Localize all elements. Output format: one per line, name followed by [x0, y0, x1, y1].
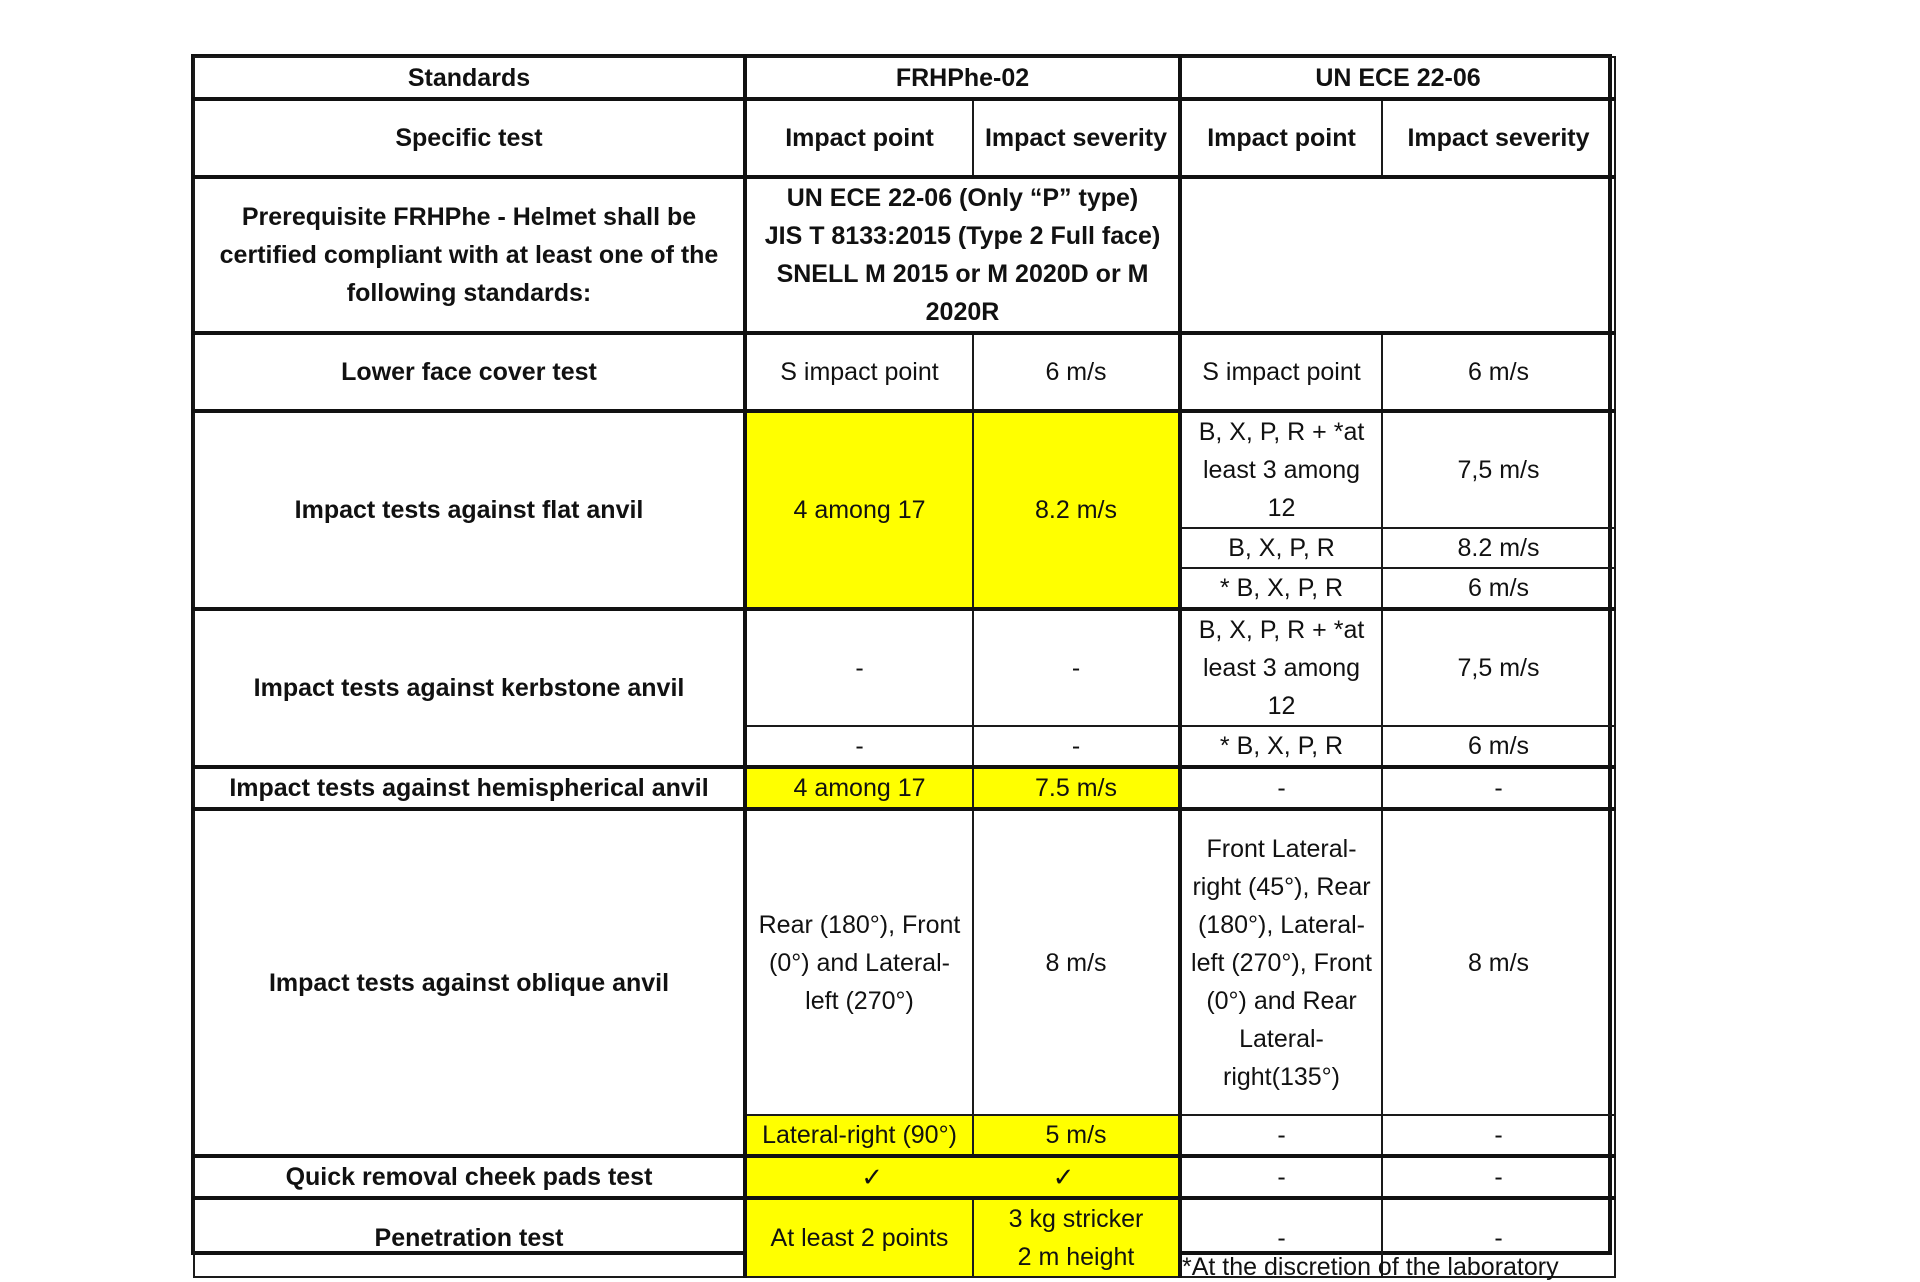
lower-face-frh-severity: 6 m/s	[973, 333, 1180, 411]
flat-anvil-label: Impact tests against flat anvil	[194, 411, 745, 609]
flat-anvil-ece-severity: 8.2 m/s	[1382, 528, 1615, 568]
prerequisite-label: Prerequisite FRHPhe - Helmet shall be certified compliant with at least one of the following standards:	[194, 177, 745, 333]
table-row-oblique-anvil	[194, 809, 1615, 1115]
oblique-ece-severity: 8 m/s	[1382, 809, 1615, 1115]
lower-face-label: Lower face cover test	[194, 333, 745, 411]
kerbstone-ece-point: B, X, P, R + *at least 3 among 12	[1180, 609, 1382, 726]
table-subheader-row	[194, 99, 1615, 177]
header-standards: Standards	[194, 57, 745, 99]
prerequisite-line-3: SNELL M 2015 or M 2020D or M 2020R	[776, 260, 1149, 326]
penetration-label: Penetration test	[194, 1198, 745, 1277]
hemispherical-frh-severity: 7.5 m/s	[973, 767, 1180, 809]
cheek-pads-frh-check: ✓	[745, 1156, 973, 1198]
table-row-hemispherical-anvil	[194, 767, 1615, 809]
prerequisite-line-2: JIS T 8133:2015 (Type 2 Full face)	[764, 222, 1161, 250]
table-row-lower-face	[194, 333, 1615, 411]
penetration-severity-line-2: 2 m height	[1017, 1243, 1135, 1271]
penetration-frh-severity	[973, 1198, 1180, 1277]
kerbstone-frh-point: -	[745, 609, 973, 726]
cheek-pads-label: Quick removal cheek pads test	[194, 1156, 745, 1198]
lower-face-ece-severity: 6 m/s	[1382, 333, 1615, 411]
oblique-frh-severity: 8 m/s	[973, 809, 1180, 1115]
lower-face-frh-point: S impact point	[745, 333, 973, 411]
penetration-severity-line-1: 3 kg stricker	[1008, 1205, 1144, 1233]
penetration-frh-point: At least 2 points	[745, 1198, 973, 1277]
hemispherical-ece-point: -	[1180, 767, 1382, 809]
oblique-ece-severity: -	[1382, 1115, 1615, 1156]
oblique-frh-severity: 5 m/s	[973, 1115, 1180, 1156]
standards-comparison-table	[193, 56, 1616, 1278]
subheader-frh-impact-severity: Impact severity	[973, 99, 1180, 177]
cheek-pads-ece-severity: -	[1382, 1156, 1615, 1198]
oblique-ece-point: Front Lateral-right (45°), Rear (180°), Lateral-left (270°), Front (0°) and Rear Lateral-right(135°)	[1180, 809, 1382, 1115]
flat-anvil-ece-point: B, X, P, R	[1180, 528, 1382, 568]
hemispherical-anvil-label: Impact tests against hemispherical anvil	[194, 767, 745, 809]
hemispherical-frh-point: 4 among 17	[745, 767, 973, 809]
kerbstone-ece-severity: 6 m/s	[1382, 726, 1615, 767]
kerbstone-anvil-label: Impact tests against kerbstone anvil	[194, 609, 745, 767]
table-row-kerbstone-anvil	[194, 609, 1615, 726]
kerbstone-frh-severity: -	[973, 609, 1180, 726]
header-frhphe: FRHPhe-02	[745, 57, 1180, 99]
subheader-ece-impact-point: Impact point	[1180, 99, 1382, 177]
header-unece: UN ECE 22-06	[1180, 57, 1615, 99]
flat-anvil-ece-point: B, X, P, R + *at least 3 among 12	[1180, 411, 1382, 528]
flat-anvil-ece-severity: 7,5 m/s	[1382, 411, 1615, 528]
flat-anvil-ece-point: * B, X, P, R	[1180, 568, 1382, 609]
lower-face-ece-point: S impact point	[1180, 333, 1382, 411]
cheek-pads-ece-point: -	[1180, 1156, 1382, 1198]
table-header-row	[194, 57, 1615, 99]
oblique-ece-point: -	[1180, 1115, 1382, 1156]
footnote: *At the discretion of the laboratory	[1182, 1253, 1559, 1281]
table-row-prerequisite	[194, 177, 1615, 333]
flat-anvil-frh-severity: 8.2 m/s	[973, 411, 1180, 609]
kerbstone-ece-point: * B, X, P, R	[1180, 726, 1382, 767]
prerequisite-standards	[745, 177, 1180, 333]
penetration-ece-severity: -	[1382, 1198, 1615, 1277]
prerequisite-ece-empty	[1180, 177, 1615, 333]
flat-anvil-frh-point: 4 among 17	[745, 411, 973, 609]
oblique-frh-point: Rear (180°), Front (0°) and Lateral-left (270°)	[745, 809, 973, 1115]
penetration-ece-point: -	[1180, 1198, 1382, 1277]
table-row-cheek-pads	[194, 1156, 1615, 1198]
kerbstone-frh-point: -	[745, 726, 973, 767]
flat-anvil-ece-severity: 6 m/s	[1382, 568, 1615, 609]
oblique-frh-point: Lateral-right (90°)	[745, 1115, 973, 1156]
oblique-anvil-label: Impact tests against oblique anvil	[194, 809, 745, 1156]
subheader-ece-impact-severity: Impact severity	[1382, 99, 1615, 177]
kerbstone-frh-severity: -	[973, 726, 1180, 767]
hemispherical-ece-severity: -	[1382, 767, 1615, 809]
subheader-frh-impact-point: Impact point	[745, 99, 973, 177]
table-row-flat-anvil	[194, 411, 1615, 528]
cheek-pads-frh-check: ✓	[973, 1156, 1180, 1198]
kerbstone-ece-severity: 7,5 m/s	[1382, 609, 1615, 726]
prerequisite-line-1: UN ECE 22-06 (Only “P” type)	[786, 184, 1139, 212]
subheader-specific-test: Specific test	[194, 99, 745, 177]
